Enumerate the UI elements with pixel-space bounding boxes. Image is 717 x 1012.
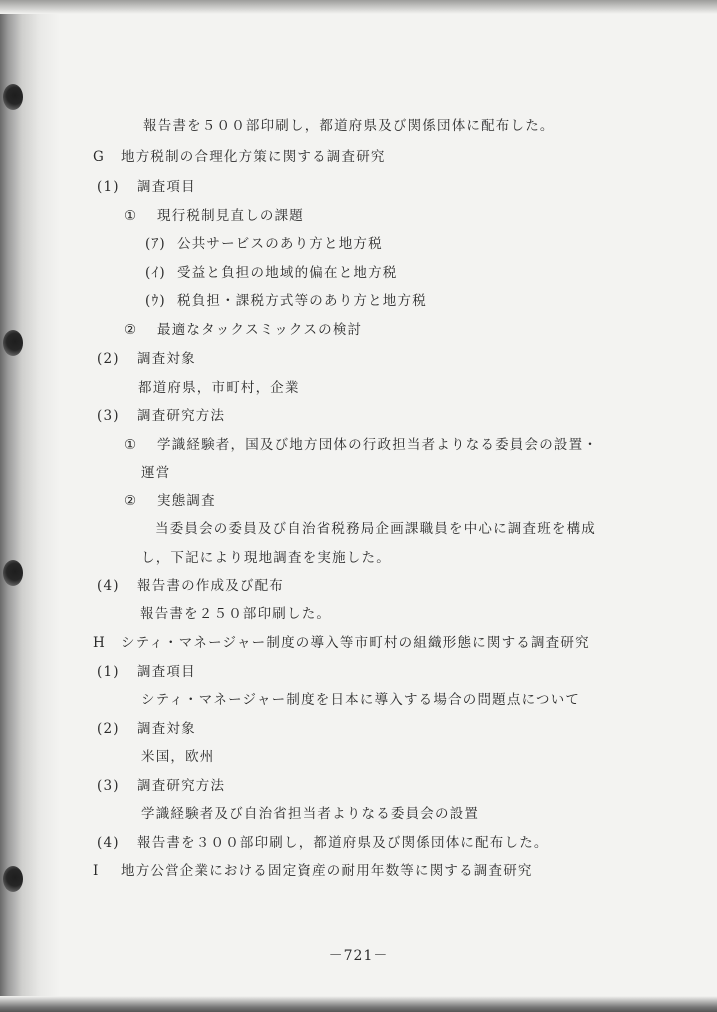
text-line bbox=[141, 464, 170, 482]
line-marker: ② bbox=[124, 493, 138, 509]
line-text: 最適なタックスミックスの検討 bbox=[157, 322, 363, 338]
text-line bbox=[155, 520, 596, 538]
text-line bbox=[97, 720, 196, 738]
text-line bbox=[124, 207, 304, 225]
line-text: 公共サービスのあり方と地方税 bbox=[177, 236, 383, 252]
line-marker: (2) bbox=[97, 721, 120, 737]
line-text: 調査研究方法 bbox=[137, 778, 226, 794]
text-line bbox=[97, 407, 225, 425]
section-letter: I bbox=[93, 863, 100, 879]
line-text: 調査対象 bbox=[137, 721, 196, 737]
section-heading-g bbox=[93, 148, 386, 166]
text-line bbox=[140, 605, 331, 623]
line-marker: (1) bbox=[97, 179, 120, 195]
line-text: 実態調査 bbox=[157, 493, 216, 509]
line-text: 学識経験者及び自治省担当者よりなる委員会の設置 bbox=[141, 806, 480, 822]
line-text: 報告書を５００部印刷し，都道府県及び関係団体に配布した。 bbox=[143, 118, 555, 134]
line-marker: (2) bbox=[97, 351, 120, 367]
text-line bbox=[141, 805, 479, 823]
text-line bbox=[145, 292, 427, 310]
line-text: 報告書の作成及び配布 bbox=[137, 578, 284, 594]
line-text: 学識経験者，国及び地方団体の行政担当者よりなる委員会の設置・ bbox=[157, 437, 598, 453]
line-text: 報告書を２５０部印刷した。 bbox=[140, 606, 332, 622]
section-letter: G bbox=[93, 149, 105, 165]
line-text: 調査項目 bbox=[137, 664, 196, 680]
text-line bbox=[145, 235, 383, 253]
line-text: 報告書を３００部印刷し，都道府県及び関係団体に配布した。 bbox=[137, 835, 549, 851]
line-marker: ② bbox=[124, 322, 138, 338]
text-line bbox=[97, 178, 196, 196]
line-marker: (1) bbox=[97, 664, 120, 680]
text-line bbox=[143, 117, 555, 135]
text-line bbox=[141, 748, 215, 766]
section-heading-i bbox=[93, 862, 533, 880]
bottom-shadow bbox=[0, 996, 717, 1012]
line-marker: (4) bbox=[97, 835, 120, 851]
text-line bbox=[97, 350, 196, 368]
text-line bbox=[124, 492, 216, 510]
section-title: シティ・マネージャー制度の導入等市町村の組織形態に関する調査研究 bbox=[121, 635, 590, 651]
line-text: 受益と負担の地域的偏在と地方税 bbox=[177, 265, 398, 281]
text-line bbox=[97, 777, 225, 795]
text-line bbox=[141, 549, 391, 567]
text-line bbox=[138, 379, 300, 397]
section-heading-h bbox=[93, 634, 590, 652]
line-marker: (ｲ) bbox=[145, 265, 166, 281]
text-line bbox=[97, 663, 196, 681]
line-marker: (3) bbox=[97, 778, 120, 794]
text-line bbox=[97, 577, 284, 595]
line-text: 調査項目 bbox=[137, 179, 196, 195]
line-text: 当委員会の委員及び自治省税務局企画課職員を中心に調査班を構成 bbox=[155, 521, 596, 537]
line-marker: ① bbox=[124, 208, 138, 224]
line-text: 現行税制見直しの課題 bbox=[157, 208, 304, 224]
section-title: 地方税制の合理化方策に関する調査研究 bbox=[121, 149, 386, 165]
line-marker: ① bbox=[124, 437, 138, 453]
page-number: －721－ bbox=[328, 948, 389, 964]
line-marker: (ｱ) bbox=[145, 236, 166, 252]
line-text: 調査研究方法 bbox=[137, 408, 226, 424]
text-line bbox=[145, 264, 398, 282]
line-text: 運営 bbox=[141, 465, 171, 481]
line-marker: (4) bbox=[97, 578, 120, 594]
line-text: 税負担・課税方式等のあり方と地方税 bbox=[177, 293, 427, 309]
line-marker: (3) bbox=[97, 408, 120, 424]
line-marker: (ｳ) bbox=[145, 293, 166, 309]
line-text: シティ・マネージャー制度を日本に導入する場合の問題点について bbox=[141, 692, 581, 708]
line-text: 調査対象 bbox=[137, 351, 196, 367]
text-line bbox=[124, 321, 362, 339]
line-text: 都道府県，市町村，企業 bbox=[138, 380, 300, 396]
line-text: し，下記により現地調査を実施した。 bbox=[141, 550, 391, 566]
text-line bbox=[124, 436, 598, 454]
section-letter: H bbox=[93, 635, 106, 651]
line-text: 米国，欧州 bbox=[141, 749, 215, 765]
section-title: 地方公営企業における固定資産の耐用年数等に関する調査研究 bbox=[121, 863, 533, 879]
text-line bbox=[97, 834, 549, 852]
text-line bbox=[141, 691, 580, 709]
